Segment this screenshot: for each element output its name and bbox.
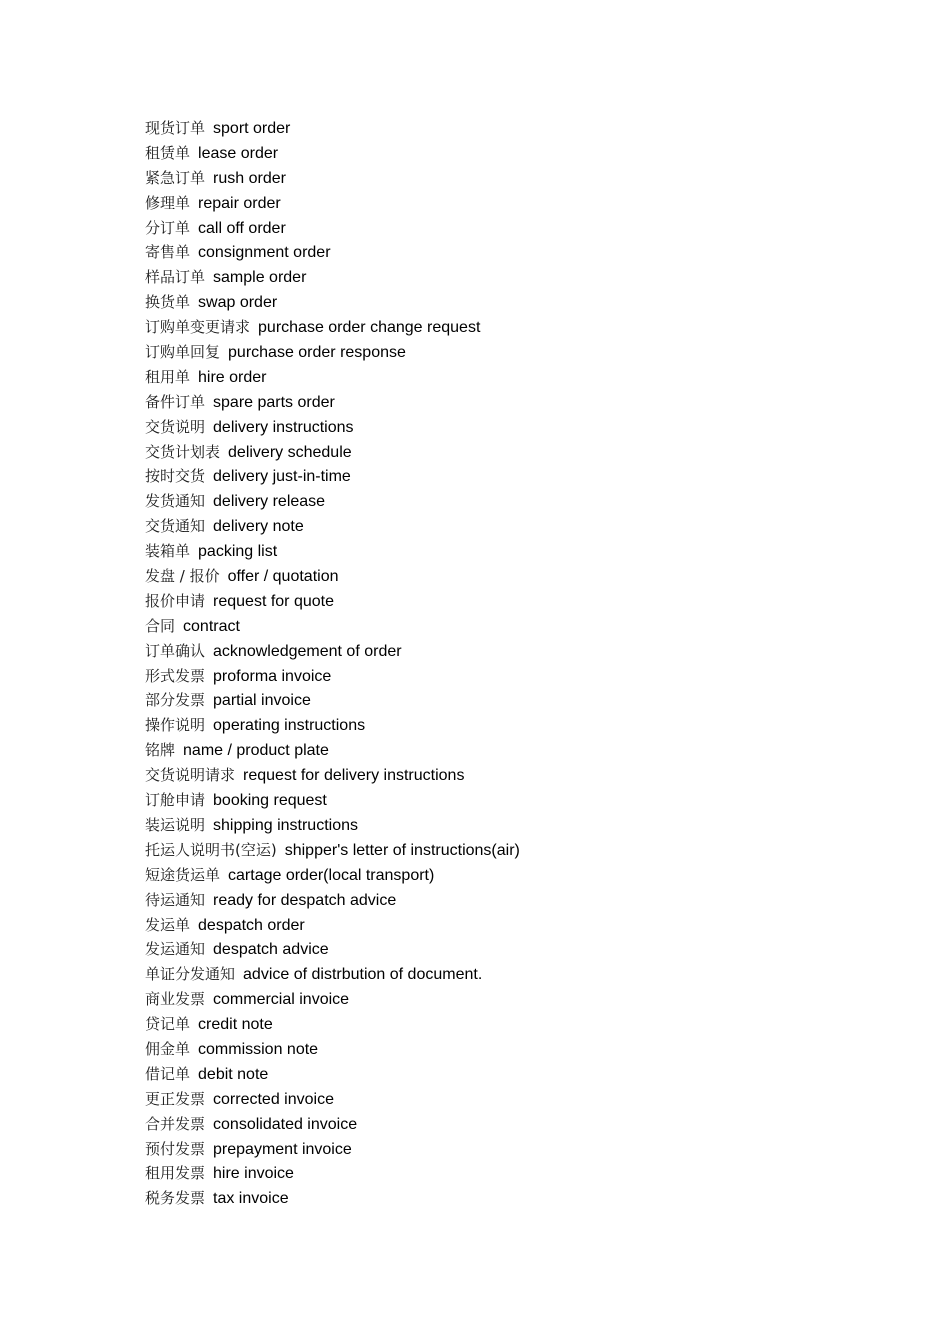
term-english: proforma invoice [213,667,332,685]
term-entry [145,166,520,191]
term-english: despatch order [198,916,305,934]
term-chinese: 订单确认 [145,641,206,660]
term-chinese: 更正发票 [145,1089,206,1108]
term-english: packing list [198,543,278,561]
term-entry [145,688,520,713]
term-chinese: 租赁单 [145,143,191,162]
term-english: lease order [198,144,279,162]
term-chinese: 交货计划表 [145,442,221,461]
term-chinese: 发运单 [145,915,191,934]
term-entry [145,763,520,788]
term-chinese: 单证分发通知 [145,965,236,984]
term-entry [145,240,520,265]
term-entry [145,440,520,465]
term-entry [145,216,520,241]
term-entry [145,962,520,987]
term-english: shipping instructions [213,816,358,834]
term-entry [145,141,520,166]
term-english: offer / quotation [227,568,339,586]
term-entry [145,888,520,913]
term-english: commercial invoice [213,991,350,1009]
term-english: despatch advice [213,941,329,959]
term-chinese: 装箱单 [145,542,191,561]
term-english: hire invoice [213,1165,294,1183]
term-entry [145,290,520,315]
term-chinese: 现货订单 [145,119,206,137]
term-entry [145,564,520,589]
term-english: purchase order response [228,344,406,362]
term-entry [145,265,520,290]
term-entry [145,713,520,738]
term-english: consignment order [198,244,331,262]
term-entry [145,415,520,440]
term-english: spare parts order [213,393,335,411]
term-chinese: 发运通知 [145,940,206,959]
term-chinese: 借记单 [145,1064,191,1083]
term-english: delivery release [213,493,326,511]
term-chinese: 部分发票 [145,691,206,710]
term-entry [145,489,520,514]
term-entry [145,365,520,390]
term-chinese: 操作说明 [145,716,206,735]
term-chinese: 修理单 [145,193,191,212]
term-english: call off order [198,219,286,237]
term-english: acknowledgement of order [213,642,402,660]
term-entry [145,340,520,365]
term-entry [145,813,520,838]
term-entry [145,1062,520,1087]
term-entry [145,191,520,216]
term-english: credit note [198,1016,273,1034]
term-english: delivery just-in-time [213,468,351,486]
term-chinese: 租用发票 [145,1164,206,1183]
term-english: delivery note [213,518,304,536]
term-chinese: 订购单变更请求 [145,318,251,337]
term-english: prepayment invoice [213,1140,352,1158]
term-chinese: 商业发票 [145,990,206,1009]
term-chinese: 换货单 [145,293,191,312]
term-chinese: 交货说明请求 [145,766,236,785]
term-entry [145,614,520,639]
term-chinese: 发盘 / 报价 [145,567,220,586]
term-english: tax invoice [213,1190,289,1208]
term-chinese: 铭牌 [145,741,176,760]
term-entry [145,1112,520,1137]
term-english: swap order [198,294,278,312]
term-chinese: 装运说明 [145,815,206,834]
term-list [145,116,520,1211]
term-entry [145,838,520,863]
term-english: delivery schedule [228,443,352,461]
term-english: advice of distrbution of document. [243,966,483,984]
term-chinese: 分订单 [145,218,191,237]
term-english: request for quote [213,592,334,610]
term-english: cartage order(local transport) [228,866,435,884]
term-english: shipper's letter of instructions(air) [284,841,520,859]
term-chinese: 发货通知 [145,492,206,511]
term-chinese: 报价申请 [145,591,206,610]
term-english: delivery instructions [213,418,354,436]
term-chinese: 税务发票 [145,1189,206,1208]
term-english: sample order [213,269,307,287]
term-entry [145,589,520,614]
term-chinese: 托运人说明书(空运) [145,840,277,859]
term-entry [145,1161,520,1186]
term-english: sport order [213,120,291,137]
term-entry [145,116,520,141]
term-entry [145,514,520,539]
term-chinese: 按时交货 [145,467,206,486]
term-entry [145,464,520,489]
term-english: request for delivery instructions [243,767,465,785]
term-entry [145,390,520,415]
term-chinese: 紧急订单 [145,168,206,187]
term-entry [145,1087,520,1112]
term-entry [145,788,520,813]
term-chinese: 租用单 [145,367,191,386]
term-chinese: 订购单回复 [145,343,221,362]
term-chinese: 待运通知 [145,890,206,909]
term-english: contract [183,617,240,635]
term-english: corrected invoice [213,1090,334,1108]
term-entry [145,913,520,938]
term-chinese: 交货通知 [145,517,206,536]
term-english: operating instructions [213,717,366,735]
term-english: debit note [198,1065,269,1083]
term-entry [145,315,520,340]
term-chinese: 预付发票 [145,1139,206,1158]
term-chinese: 交货说明 [145,417,206,436]
term-entry [145,987,520,1012]
term-chinese: 短途货运单 [145,865,221,884]
term-chinese: 合同 [145,616,176,635]
term-entry [145,664,520,689]
term-chinese: 备件订单 [145,392,206,411]
term-entry [145,539,520,564]
term-english: booking request [213,792,327,810]
term-chinese: 形式发票 [145,666,206,685]
term-chinese: 样品订单 [145,268,206,287]
term-entry [145,1186,520,1211]
term-english: repair order [198,194,281,212]
term-chinese: 佣金单 [145,1039,191,1058]
term-chinese: 贷记单 [145,1015,191,1034]
term-english: ready for despatch advice [213,891,397,909]
term-entry [145,863,520,888]
term-english: name / product plate [183,742,329,760]
term-english: hire order [198,368,267,386]
term-chinese: 合并发票 [145,1114,206,1133]
term-entry [145,937,520,962]
term-entry [145,639,520,664]
term-entry [145,738,520,763]
term-chinese: 订舱申请 [145,791,206,810]
term-chinese: 寄售单 [145,243,191,262]
term-english: commission note [198,1040,319,1058]
term-entry [145,1137,520,1162]
term-english: consolidated invoice [213,1115,358,1133]
term-entry [145,1012,520,1037]
term-english: partial invoice [213,692,311,710]
term-entry [145,1037,520,1062]
term-english: rush order [213,169,286,187]
term-english: purchase order change request [258,319,481,337]
